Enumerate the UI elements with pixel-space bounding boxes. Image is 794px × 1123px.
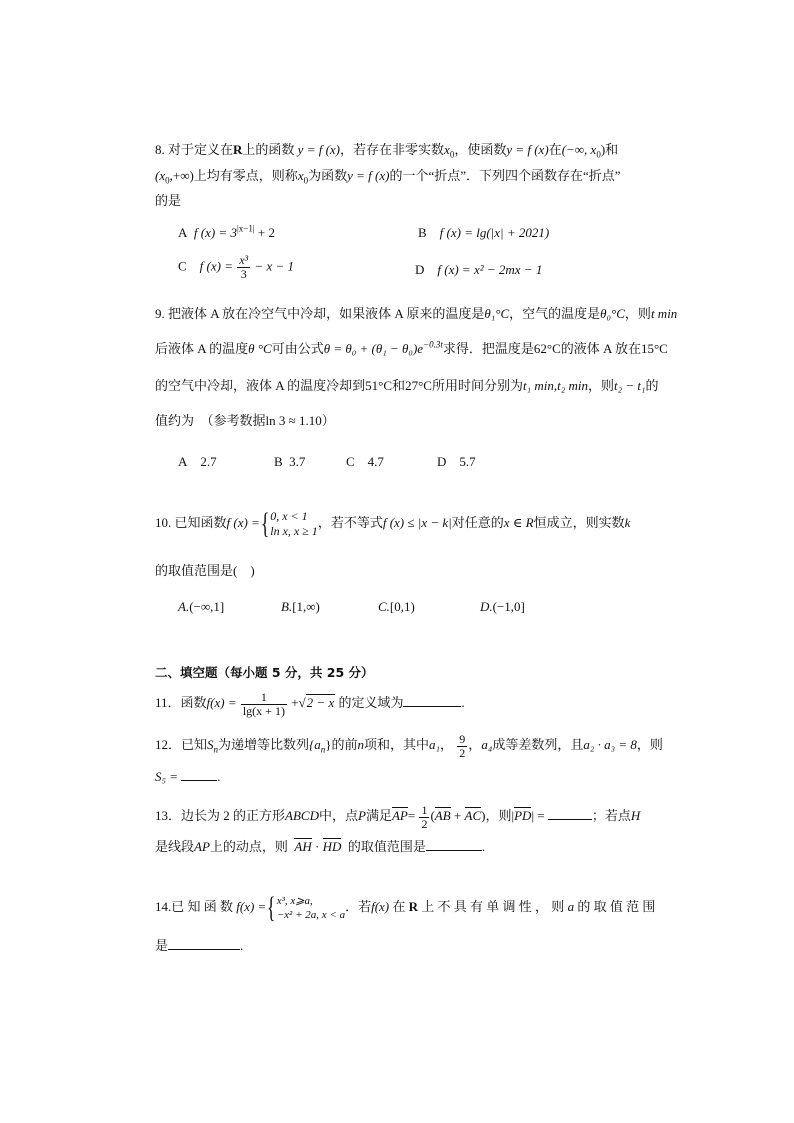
q13-line2: 是线段AP上的动点，则 AH · HD 的取值范围是 .: [155, 839, 486, 854]
q13-half-fraction: $\frac{1}{2}$: [421, 802, 428, 831]
q10-option-d: D.(−1,0]: [480, 599, 525, 614]
q14-answer-blank[interactable]: [168, 937, 240, 950]
q10-option-a: A.(−∞,1]: [178, 599, 225, 614]
q13-line1: 13．边长为 2 的正方形ABCD中，点P满足AP= $\frac{1}{2}$ (AB + AC)，则|PD| = ；若点H: [155, 802, 641, 831]
q10-option-c: C.[0,1): [378, 599, 415, 614]
q8-line3: 的是: [155, 193, 182, 208]
q8-line1: 8. 对于定义在R上的函数 y = f (x)，若存在非零实数$x_0$，使函数y = f (x)在(−∞, $x_0$)和: [155, 142, 619, 160]
q9-line4: 值约为 （参考数据ln 3 ≈ 1.10）: [155, 413, 335, 428]
q8-option-d: D f (x) = x² − 2mx − 1: [415, 262, 543, 277]
q11-answer-blank[interactable]: [403, 694, 461, 707]
q9-line2: 后液体 A 的温度θ °C可由公式$\theta = \theta_0 + (\theta_1 - \theta_0)e^{-0.3t}$求得．把温度是62°C的液体 A 放在15°C: [155, 339, 668, 356]
q14-piecewise: x³, x⩾a, −x² + 2a, x < a: [276, 895, 346, 922]
section-heading-fill-in: 二、填空题（每小题 5 分，共 25 分）: [155, 665, 374, 680]
q8-option-c: C f (x) = $\frac{\text{x³}}{3}$ − x − 1: [178, 253, 294, 281]
q10-option-b: B.[1,∞): [281, 599, 320, 614]
q9-option-c: C 4.7: [346, 454, 384, 469]
q14-line1: 14.已 知 函 数 f(x) ={ x³, x⩾a, −x² + 2a, x < a ．若f(x) 在 R 上 不 具 有 单 调 性 ， 则 a 的 取 值 范 围: [155, 891, 656, 925]
q11: 11．函数f(x) = $\frac{1}{\lg(x + 1)}$ +√2 − x 的定义域为 .: [155, 689, 465, 718]
q10-line1: 10. 已知函数f (x) ={ 0, x < 1 ln x, x ≥ 1 ，若不等式f (x) ≤ |x − k|对任意的x ∈ R恒成立，则实数k: [155, 507, 631, 541]
q12-line1: 12．已知$S_n$为递增等比数列$\{a_n\}$的前n项和，其中a₁， $\frac{9}{2}$ ，a₄成等差数列，且a₂ · a₃ = 8，则: [155, 731, 663, 760]
q8-line2: $(x_0,+\infty)$上均有零点，则称$x_0$为函数y = f (x)的一个“折点”．下列四个函数存在“折点”: [155, 168, 621, 186]
q14-line2: 是 .: [155, 938, 244, 953]
q9-option-d: D 5.7: [437, 454, 476, 469]
q12-answer-blank[interactable]: [181, 768, 217, 781]
q9-line1: 9. 把液体 A 放在冷空气中冷却，如果液体 A 原来的温度是θ₁°C，空气的温度是θ₀°C，则t min: [155, 306, 678, 321]
q8-option-c-fraction: $\frac{\text{x³}}{3}$: [239, 253, 249, 281]
q9-option-a: A 2.7: [178, 454, 217, 469]
q13-answer-blank-2[interactable]: [426, 838, 482, 851]
q10-line2: 的取值范围是( ): [155, 563, 255, 578]
q9-option-b: B 3.7: [274, 454, 306, 469]
q8-option-b: B f (x) = lg(|x| + 2021): [418, 225, 550, 240]
q13-answer-blank-1[interactable]: [548, 807, 592, 820]
q9-line3: 的空气中冷却，液体 A 的温度冷却到51°C和27°C所用时间分别为t₁ min,t₂ min，则t₂ − t₁的: [155, 378, 659, 393]
q12-fraction: $\frac{9}{2}$: [459, 731, 466, 760]
q10-piecewise: 0, x < 1 ln x, x ≥ 1: [270, 509, 318, 539]
q12-line2: S₅ = .: [155, 769, 221, 784]
q8-option-a: A f $(x) = 3^{|x-1|} + 2$: [178, 223, 275, 240]
q11-fraction: $\frac{1}{\lg(x + 1)}$: [242, 689, 285, 718]
